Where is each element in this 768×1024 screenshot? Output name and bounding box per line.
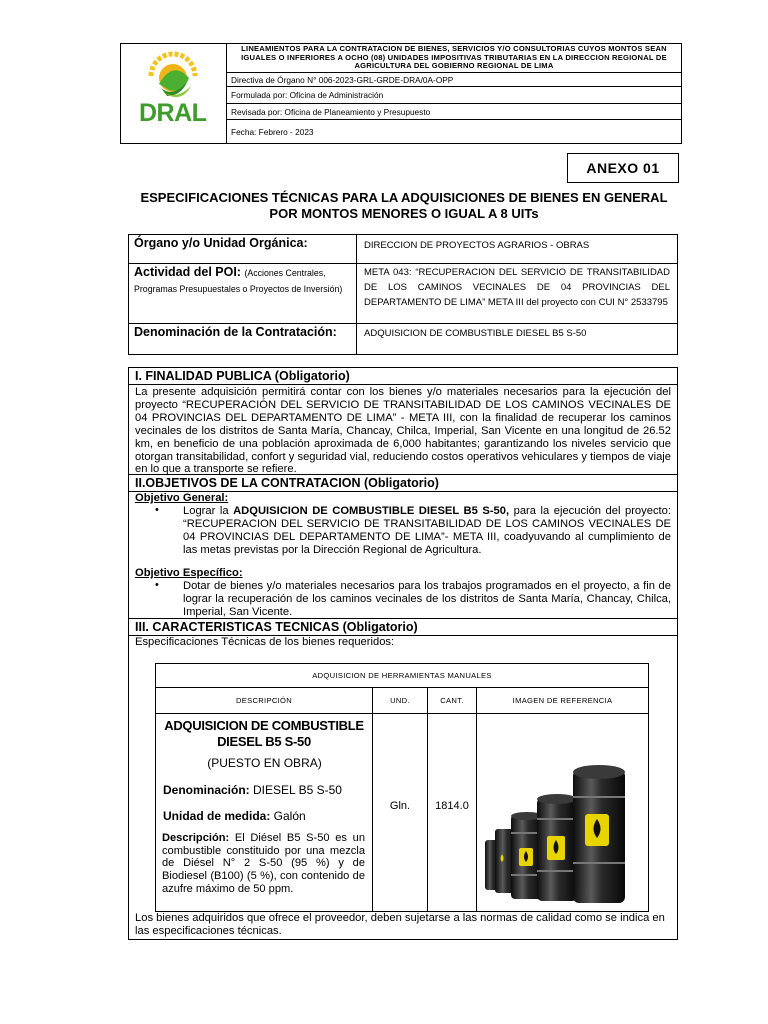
actividad-cell — [129, 264, 357, 323]
actividad-value: META 043: “RECUPERACION DEL SERVICIO DE TRANSITABILIDAD DE LOS CAMINOS VECINALES DE 04 PROVINCIAS DEL DEPARTAMENTO DE LIMA” META III del proyecto con CUI N° 2533795 — [364, 267, 670, 308]
general-rest: para la ejecución del proyecto: “RECUPERACION DEL SERVICIO DE TRANSITABILIDAD DE LOS CAMINOS VECINALES DE 04 PROVINCIAS DEL DEPARTAMENTO DE LIMA”- META III, coadyuvando al cumplimiento de las metas previstas por la Dirección Regional de Agricultura. — [183, 505, 671, 556]
product-denominacion — [163, 783, 342, 797]
general-bold: ADQUISICION DE COMBUSTIBLE DIESEL B5 S-50, — [233, 505, 510, 517]
col-header-imagen: IMAGEN DE REFERENCIA — [477, 688, 648, 714]
description-cell — [156, 714, 373, 911]
objetivo-general-label: Objetivo General: — [135, 492, 229, 504]
unidad-value: Galón — [270, 809, 306, 823]
descripcion-value: El Diésel B5 S-50 es un combustible constituido por una mezcla de Diésel N° 2 S-50 (95 %) y de Biodiesel (B100) (5 %), con contenido de azufre máximo de 50 ppm. — [162, 832, 365, 895]
bullet-icon: • — [155, 504, 159, 516]
header-directiva: Directiva de Órgano N° 006-2023-GRL-GRDE-DRA/0A-OPP — [227, 73, 681, 87]
header-fecha: Fecha: Febrero - 2023 — [231, 126, 314, 137]
actividad-note: (Acciones Centrales, Programas Presupuestales o Proyectos de Inversión) — [134, 268, 343, 294]
product-table — [155, 663, 649, 912]
cant-value: 1814.0 — [435, 800, 469, 812]
product-unidad — [163, 809, 306, 823]
section2-heading: II.OBJETIVOS DE LA CONTRATACION (Obligatorio) — [129, 474, 677, 492]
section3-intro: Especificaciones Técnicas de los bienes requeridos: — [135, 636, 395, 648]
header-revisada: Revisada por: Oficina de Planeamiento y Presupuesto — [227, 104, 681, 120]
product-descripcion — [162, 832, 365, 896]
general-prefix: Lograr la — [183, 505, 234, 517]
denominacion-value: DIESEL B5 S-50 — [249, 783, 342, 797]
descripcion-label: Descripción: — [162, 832, 230, 844]
info-row-actividad — [129, 264, 677, 324]
anexo-label: ANEXO 01 — [567, 153, 679, 183]
objetivo-general-text — [183, 505, 671, 557]
header-title: LINEAMIENTOS PARA LA CONTRATACION DE BIENES, SERVICIOS Y/O CONSULTORIAS CUYOS MONTOS SEAN IGUALES O INFERIORES A OCHO (08) UNIDADES IMPOSITIVAS TRIBUTARIAS EN LA DIRECCION REGIONAL DE AGRICULTURA DEL GOBIERNO REGIONAL DE LIMA — [227, 44, 681, 73]
info-row-denominacion — [129, 324, 677, 354]
page-title-line2: POR MONTOS MENORES O IGUAL A 8 UITs — [269, 206, 539, 221]
col-header-cant: CANT. — [428, 688, 477, 714]
page-title — [130, 190, 678, 222]
header-formulada: Formulada por: Oficina de Administración — [227, 87, 681, 104]
barrel-icon — [573, 765, 625, 903]
barrel-icon — [537, 794, 577, 901]
section3-footer: Los bienes adquiridos que ofrece el proveedor, deben sujetarse a las normas de calidad como se indica en las especificaciones técnicas. — [135, 912, 665, 937]
objetivo-especifico-text: Dotar de bienes y/o materiales necesarios para los trabajos programados en el proyecto, a fin de lograr la recuperación de los caminos vecinales de los distritos de Santa María, Chancay, Chilca, Imperial, San Vicente. — [183, 580, 671, 618]
section1-heading: I. FINALIDAD PUBLICA (Obligatorio) — [129, 368, 677, 385]
page-title-line1: ESPECIFICACIONES TÉCNICAS PARA LA ADQUISICIONES DE BIENES EN GENERAL — [140, 190, 668, 205]
section1-text: La presente adquisición permitirá contar con los bienes y/o materiales necesarios para la ejecución del proyecto “RECUPERACIÓN DEL SERVICIO DE TRANSITABILIDAD DE LOS CAMINOS VECINALES DE 04 PROVINCIAS DEL DEPARTAMENTO DE LIMA” - META III, con la finalidad de recuperar los caminos vecinales de los distritos de Santa María, Chancay, Chilca, Imperial, San Vicente en una longitud de 26.52 km, en beneficio de una población aproximada de 6,000 habitantes; garantizando los niveles servicio que otorgan transitabilidad, confort y seguridad vial, reduciendo costos operativos vehiculares y tiempos de viaje en lo que a transporte se refiere. — [135, 386, 671, 476]
image-cell — [477, 714, 648, 911]
product-subtitle: (PUESTO EN OBRA) — [207, 756, 322, 770]
und-value: Gln. — [389, 800, 411, 812]
product-title: ADQUISICION DE COMBUSTIBLE DIESEL B5 S-50 — [164, 718, 364, 749]
cant-cell — [428, 714, 477, 911]
actividad-label: Actividad del POI: — [134, 265, 241, 279]
logo-cell — [121, 44, 227, 143]
product-table-caption: ADQUISICION DE HERRAMIENTAS MANUALES — [156, 664, 648, 688]
organo-value: DIRECCION DE PROYECTOS AGRARIOS - OBRAS — [364, 240, 590, 251]
logo-text: DRAL — [139, 99, 207, 127]
section3-heading: III. CARACTERISTICAS TECNICAS (Obligatorio) — [129, 618, 677, 636]
dral-logo — [121, 44, 225, 143]
col-header-und: UND. — [373, 688, 428, 714]
denominacion-value: ADQUISICION DE COMBUSTIBLE DIESEL B5 S-50 — [364, 328, 587, 339]
document-header — [120, 43, 682, 144]
info-table — [128, 234, 678, 355]
und-cell — [373, 714, 428, 911]
objetivo-especifico-label: Objetivo Específico: — [135, 567, 243, 579]
bullet-icon: • — [155, 579, 159, 591]
organo-label: Órgano y/o Unidad Orgánica: — [129, 235, 357, 263]
unidad-label: Unidad de medida: — [163, 809, 271, 823]
col-header-descripcion: DESCRIPCIÓN — [156, 688, 373, 714]
oil-barrels-image — [477, 714, 648, 911]
denominacion-label: Denominación de la Contratación: — [129, 324, 357, 354]
denominacion-label: Denominación: — [163, 783, 250, 797]
info-row-organo — [129, 235, 677, 264]
